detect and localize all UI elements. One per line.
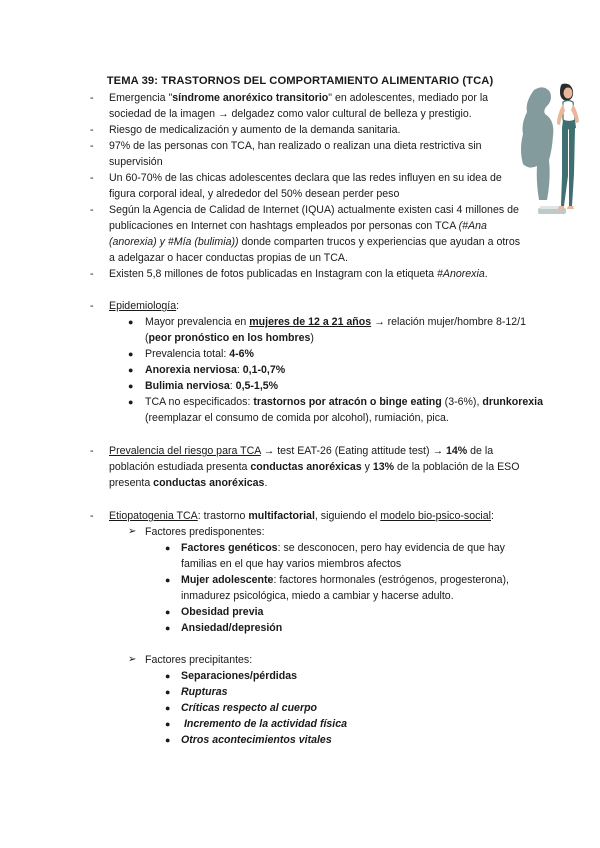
epi-b4-bold: Bulimia nerviosa: [145, 380, 230, 392]
epi-b3-bold: Anorexia nerviosa: [145, 364, 237, 376]
epi-b3-post: :: [236, 364, 243, 376]
intro-item-6-pre: Existen 5,8 millones de fotos publicadas en Instagram con la etiqueta: [109, 268, 438, 280]
riesgo-bold1: 14%: [446, 445, 468, 457]
bullet-marker: ●: [165, 575, 171, 585]
epi-b4-bold2: 0,5-1,5%: [235, 380, 279, 392]
pred-i2-bold: Mujer adolescente: [181, 574, 274, 586]
epidemiologia-bullet-1-text: [145, 314, 555, 346]
epi-b5-mid: (3-6%),: [441, 396, 483, 408]
etiopatogenia-text: [109, 508, 525, 524]
bullet-marker: ●: [165, 607, 171, 617]
etio-bold: multifactorial: [248, 510, 315, 522]
bullet-marker: ●: [165, 687, 171, 697]
dash-marker: -: [90, 140, 94, 152]
riesgo-mid2: y: [361, 461, 373, 473]
bullet-marker: ●: [165, 703, 171, 713]
intro-item-5-text: [109, 202, 525, 266]
epi-b1-bold2: peor pronóstico en los hombres: [148, 332, 311, 344]
intro-item-3-text: 97% de las personas con TCA, han realizado o realizan una dieta restrictiva sin supervisión: [109, 140, 482, 168]
precipitantes-item-2-text: Rupturas: [181, 686, 228, 698]
dash-marker: -: [90, 204, 94, 216]
etio-underline: modelo bio-psico-social: [380, 510, 491, 522]
precipitantes-label: Factores precipitantes:: [145, 654, 253, 666]
epidemiologia-colon: :: [176, 300, 180, 312]
intro-item-6-post: .: [484, 268, 488, 280]
dash-marker: -: [90, 92, 94, 104]
epi-b1-bold: mujeres de 12 a 21 años: [249, 316, 372, 328]
bullet-marker: ●: [128, 397, 134, 407]
bullet-marker: ●: [128, 317, 134, 327]
predisponentes-label: Factores predisponentes:: [145, 526, 265, 538]
intro-item-6-text: [109, 266, 525, 282]
riesgo-bold2: conductas anoréxicas: [250, 461, 362, 473]
dash-marker: -: [90, 124, 94, 136]
intro-item-6-italic: #Anorexia: [437, 268, 485, 280]
dash-marker: -: [90, 510, 94, 522]
dash-marker: -: [90, 445, 94, 457]
dash-marker: -: [90, 268, 94, 280]
epi-b5-pre: TCA no especificados:: [145, 396, 254, 408]
epi-b1-pre: Mayor prevalencia en: [145, 316, 250, 328]
epidemiologia-heading: [109, 298, 515, 314]
precipitantes-item-4-text: Incremento de la actividad física: [181, 718, 348, 730]
precipitantes-item-5-text: Otros acontecimientos vitales: [181, 734, 332, 746]
riesgo-text: [109, 443, 525, 491]
epi-b2-pre: Prevalencia total:: [145, 348, 230, 360]
epi-b3-bold2: 0,1-0,7%: [242, 364, 286, 376]
intro-item-4-text: Un 60-70% de las chicas adolescentes declara que las redes influyen en su idea de figura corporal ideal, y alrededor del 50% desean perder peso: [109, 172, 502, 200]
intro-item-5-pre: Según la Agencia de Calidad de Internet (IQUA) actualmente existen casi 4 millones de publicaciones en Internet con hashtags empleados por personas con TCA: [109, 204, 519, 232]
intro-item-1-pre: Emergencia ": [109, 92, 173, 104]
bullet-marker: ●: [165, 623, 171, 633]
epi-b4-post: :: [229, 380, 236, 392]
etio-mid: , siguiendo el: [314, 510, 381, 522]
dash-marker: -: [90, 172, 94, 184]
pred-i1-bold: Factores genéticos: [181, 542, 278, 554]
epidemiologia-bullet-3-text: [145, 362, 555, 378]
dash-marker: -: [90, 300, 94, 312]
riesgo-bold3: 13%: [372, 461, 395, 473]
bullet-marker: ●: [165, 543, 171, 553]
epidemiologia-bullet-2-text: [145, 346, 555, 362]
precipitantes-item-1-text: Separaciones/pérdidas: [181, 670, 297, 682]
woman-scale-mirror-illustration-icon: [516, 80, 586, 230]
bullet-marker: ●: [128, 381, 134, 391]
etiopatogenia-heading: Etiopatogenia TCA: [109, 510, 198, 522]
intro-item-5-italic: (#Ana (anorexia) y #Mía (bulimia)): [109, 220, 487, 248]
etio-pre: : trastorno: [197, 510, 249, 522]
riesgo-pre: → test EAT-26 (Eating attitude test) →: [260, 445, 447, 457]
page-title: TEMA 39: TRASTORNOS DEL COMPORTAMIENTO ALIMENTARIO (TCA): [106, 75, 494, 87]
riesgo-post: .: [264, 477, 268, 489]
predisponentes-item-3-text: Obesidad previa: [181, 606, 264, 618]
intro-item-5-post: donde comparten trucos y experiencias que ayudan a otros a adelgazar o hacer conductas propias de un TCA.: [109, 236, 521, 264]
epidemiologia-bullet-4-text: [145, 378, 555, 394]
bullet-marker: ●: [128, 349, 134, 359]
intro-item-1-text: [109, 90, 515, 122]
bullet-marker: ●: [165, 671, 171, 681]
intro-item-1-bold: síndrome anoréxico transitorio: [172, 92, 329, 104]
epi-b2-bold: 4-6%: [229, 348, 254, 360]
epidemiologia-heading-text: Epidemiología: [109, 300, 177, 312]
bullet-marker: ●: [165, 735, 171, 745]
pred-i2-post: : factores hormonales (estrógenos, progesterona), inmadurez psicológica, miedo a cambiar y hacerse adulto.: [181, 574, 509, 602]
bullet-marker: ●: [128, 365, 134, 375]
epi-b5-bold2: drunkorexia: [482, 396, 543, 408]
intro-item-1-post: " en adolescentes, mediado por la sociedad de la imagen → delgadez como valor cultural de belleza y prestigio.: [109, 92, 489, 120]
epi-b1-post: ): [310, 332, 314, 344]
riesgo-mid3: de la población de la ESO presenta: [109, 461, 520, 489]
predisponentes-item-2-text: [181, 572, 541, 604]
pred-i1-post: : se desconocen, pero hay evidencia de que hay familias en el que hay varios miembros afectos: [181, 542, 505, 570]
epi-b5-bold: trastornos por atracón o binge eating: [253, 396, 442, 408]
precipitantes-item-3-text: Críticas respecto al cuerpo: [181, 702, 318, 714]
riesgo-heading: Prevalencia del riesgo para TCA: [109, 445, 261, 457]
riesgo-mid1: de la población estudiada presenta: [109, 445, 494, 473]
epi-b5-post: (reemplazar el consumo de comida por alcohol), rumiación, pica.: [145, 412, 449, 424]
predisponentes-item-1-text: [181, 540, 541, 572]
predisponentes-item-4-text: Ansiedad/depresión: [181, 622, 283, 634]
epidemiologia-bullet-5-text: [145, 394, 555, 426]
bullet-marker: ●: [165, 719, 171, 729]
riesgo-bold4: conductas anoréxicas: [153, 477, 265, 489]
arrow-bullet-icon: ➢: [128, 526, 137, 537]
arrow-bullet-icon: ➢: [128, 654, 137, 665]
epi-b1-mid: → relación mujer/hombre 8-12/1 (: [145, 316, 526, 344]
intro-item-2-text: Riesgo de medicalización y aumento de la demanda sanitaria.: [109, 124, 401, 136]
etio-post: :: [490, 510, 494, 522]
